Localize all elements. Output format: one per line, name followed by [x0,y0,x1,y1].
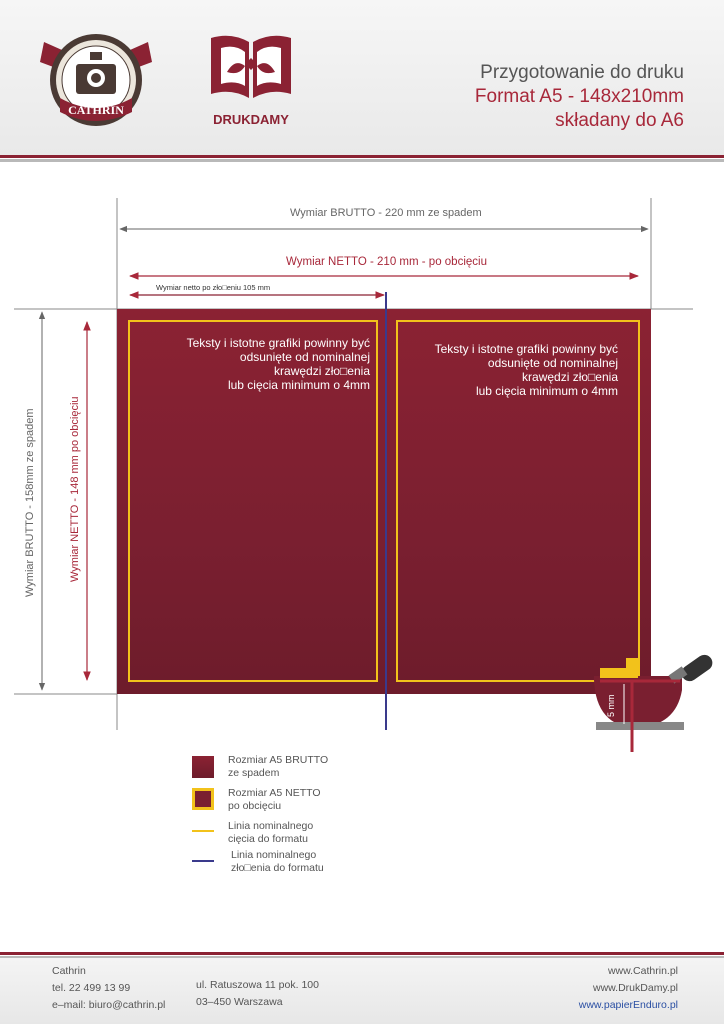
footer-link-papierenduro[interactable]: www.papierEnduro.pl [578,999,678,1011]
legend-label: Linia nominalnego [231,849,317,861]
legend-label: po obcięciu [228,800,282,812]
legend-label: Rozmiar A5 NETTO [228,787,321,799]
footer-links [579,963,678,1014]
drukdamy-logo-text: DRUKDAMY [213,112,289,127]
legend-label: Linia nominalnego [228,820,314,832]
format-title: Format A5 - 148x210mm [474,86,684,107]
page-title: Przygotowanie do druku [480,62,684,83]
cutter-label: 5 mm [606,694,616,717]
legend-label: Rozmiar A5 BRUTTO [228,754,329,766]
legend-label: cięcia do formatu [228,833,308,845]
legend-label: zło□enia do formatu [231,862,324,874]
right-panel-line: Teksty i istotne grafiki powinny być [434,342,618,356]
header-grey-rule [0,159,724,162]
legend-swatch-brutto [192,756,214,778]
legend-item-brutto [228,754,328,780]
legend-swatch-netto [192,788,214,810]
left-panel-line: odsunięte od nominalnej [239,350,370,364]
left-panel-line: lub cięcia minimum o 4mm [227,378,370,392]
footer-address-line: ul. Ratuszowa 11 pok. 100 [196,979,319,991]
fold-width-label: Wymiar netto po zło□eniu 105 mm [156,283,271,292]
footer-email[interactable]: e–mail: biuro@cathrin.pl [52,999,166,1011]
left-panel-text [140,336,370,392]
netto-height-label: Wymiar NETTO - 148 mm po obcięciu [69,396,81,582]
legend-item-trim [228,820,313,846]
right-panel-line: lub cięcia minimum o 4mm [475,384,618,398]
footer-red-rule [0,952,724,955]
netto-width-label: Wymiar NETTO - 210 mm - po obcięciu [286,256,487,268]
footer-address-line: 03–450 Warszawa [196,996,283,1008]
left-panel-line: Teksty i istotne grafiki powinny być [186,336,370,350]
legend-swatch-fold-line [192,860,214,862]
right-panel-line: krawędzi zło□enia [522,370,618,384]
left-panel-line: krawędzi zło□enia [274,364,370,378]
footer-phone: tel. 22 499 13 99 [52,982,131,994]
header-red-rule [0,155,724,158]
legend-swatch-trim-line [192,830,214,832]
legend-label: ze spadem [228,767,280,779]
cathrin-logo [40,28,152,130]
right-panel-line: odsunięte od nominalnej [487,356,618,370]
cathrin-logo-text: CATHRIN [68,103,124,117]
brutto-height-label: Wymiar BRUTTO - 158mm ze spadem [24,408,36,597]
fold-line [385,292,387,730]
legend-item-netto [228,787,321,813]
footer-link-cathrin[interactable]: www.Cathrin.pl [607,965,678,977]
footer-contact [52,963,165,1014]
footer-company: Cathrin [52,965,86,977]
brutto-width-label: Wymiar BRUTTO - 220 mm ze spadem [290,207,482,219]
right-panel-text [400,342,618,398]
footer-address [196,977,319,1011]
fold-title: składany do A6 [555,110,684,131]
legend-item-fold [231,849,324,875]
footer-link-drukdamy[interactable]: www.DrukDamy.pl [593,982,678,994]
drukdamy-logo [205,32,297,128]
